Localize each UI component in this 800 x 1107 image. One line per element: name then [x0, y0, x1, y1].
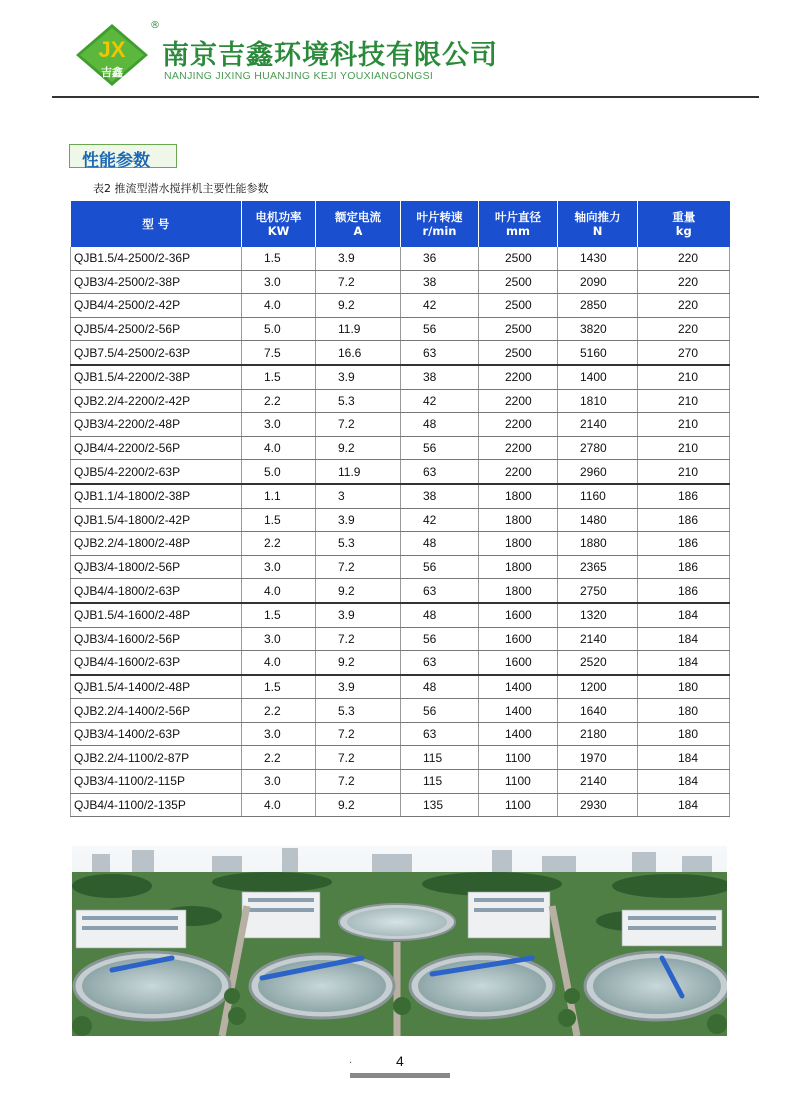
value-cell: 115	[401, 746, 479, 770]
value-cell: 3.0	[242, 770, 316, 794]
column-header	[316, 201, 401, 247]
value-cell: 48	[401, 603, 479, 627]
value-cell: 56	[401, 699, 479, 723]
value-cell: 56	[401, 436, 479, 460]
model-cell: QJB3/4-1800/2-56P	[71, 555, 242, 579]
value-cell: 1320	[558, 603, 638, 627]
model-cell: QJB2.2/4-1100/2-87P	[71, 746, 242, 770]
value-cell: 1800	[479, 532, 558, 556]
value-cell: 1.5	[242, 675, 316, 699]
value-cell: 184	[638, 651, 730, 675]
page-dot: ·	[349, 1058, 353, 1069]
value-cell: 1640	[558, 699, 638, 723]
table-row	[71, 603, 730, 627]
value-cell: 2.2	[242, 699, 316, 723]
value-cell: 5.3	[316, 389, 401, 413]
value-cell: 36	[401, 247, 479, 270]
model-cell: QJB4/4-1600/2-63P	[71, 651, 242, 675]
value-cell: 2200	[479, 413, 558, 437]
value-cell: 180	[638, 722, 730, 746]
value-cell: 184	[638, 746, 730, 770]
value-cell: 115	[401, 770, 479, 794]
model-cell: QJB5/4-2500/2-56P	[71, 317, 242, 341]
model-cell: QJB1.5/4-1400/2-48P	[71, 675, 242, 699]
column-header	[242, 201, 316, 247]
value-cell: 7.2	[316, 627, 401, 651]
value-cell: 2500	[479, 341, 558, 365]
value-cell: 63	[401, 579, 479, 603]
performance-table	[70, 201, 730, 817]
value-cell: 4.0	[242, 436, 316, 460]
value-cell: 1.5	[242, 508, 316, 532]
value-cell: 186	[638, 508, 730, 532]
model-cell: QJB2.2/4-1800/2-48P	[71, 532, 242, 556]
model-cell: QJB5/4-2200/2-63P	[71, 460, 242, 484]
table-row	[71, 247, 730, 270]
logo-letters: JX	[98, 37, 126, 62]
table-caption: 表2 推流型潜水搅拌机主要性能参数	[93, 182, 269, 195]
value-cell: 2200	[479, 460, 558, 484]
column-header	[479, 201, 558, 247]
value-cell: 3820	[558, 317, 638, 341]
value-cell: 2.2	[242, 532, 316, 556]
value-cell: 11.9	[316, 317, 401, 341]
column-header-unit: N	[592, 224, 603, 238]
value-cell: 1600	[479, 651, 558, 675]
plant-photo	[72, 846, 727, 1036]
value-cell: 3.0	[242, 722, 316, 746]
column-header-title: 轴向推力	[574, 210, 621, 224]
column-header-unit: kg	[675, 224, 692, 238]
section-tag	[69, 144, 177, 171]
value-cell: 184	[638, 770, 730, 794]
column-header-title: 额定电流	[335, 210, 381, 224]
value-cell: 135	[401, 793, 479, 817]
value-cell: 63	[401, 651, 479, 675]
table-row	[71, 651, 730, 675]
value-cell: 220	[638, 247, 730, 270]
value-cell: 16.6	[316, 341, 401, 365]
value-cell: 5.0	[242, 317, 316, 341]
logo-emblem-icon	[72, 22, 152, 88]
table-row	[71, 389, 730, 413]
value-cell: 220	[638, 270, 730, 294]
value-cell: 3	[316, 484, 401, 508]
table-row	[71, 484, 730, 508]
value-cell: 184	[638, 627, 730, 651]
value-cell: 1800	[479, 579, 558, 603]
value-cell: 3.9	[316, 675, 401, 699]
model-cell: QJB3/4-1100/2-115P	[71, 770, 242, 794]
page-number-bar	[350, 1073, 450, 1078]
value-cell: 184	[638, 793, 730, 817]
model-cell: QJB3/4-1600/2-56P	[71, 627, 242, 651]
value-cell: 3.0	[242, 270, 316, 294]
value-cell: 48	[401, 413, 479, 437]
value-cell: 1810	[558, 389, 638, 413]
value-cell: 210	[638, 413, 730, 437]
value-cell: 7.2	[316, 270, 401, 294]
value-cell: 5.3	[316, 699, 401, 723]
value-cell: 9.2	[316, 651, 401, 675]
table-row	[71, 722, 730, 746]
value-cell: 4.0	[242, 579, 316, 603]
table-row	[71, 793, 730, 817]
value-cell: 38	[401, 484, 479, 508]
value-cell: 2750	[558, 579, 638, 603]
value-cell: 210	[638, 389, 730, 413]
value-cell: 3.9	[316, 247, 401, 270]
value-cell: 1970	[558, 746, 638, 770]
model-cell: QJB2.2/4-2200/2-42P	[71, 389, 242, 413]
table-row	[71, 317, 730, 341]
table-row	[71, 699, 730, 723]
value-cell: 1600	[479, 627, 558, 651]
value-cell: 1.5	[242, 603, 316, 627]
column-header	[71, 201, 242, 247]
table-row	[71, 436, 730, 460]
column-header-title: 重量	[672, 210, 696, 224]
value-cell: 1400	[479, 675, 558, 699]
page-number: 4	[396, 1053, 404, 1069]
section-tag-label: 性能参数	[82, 151, 150, 171]
value-cell: 2.2	[242, 389, 316, 413]
value-cell: 48	[401, 532, 479, 556]
table-row	[71, 532, 730, 556]
value-cell: 3.9	[316, 603, 401, 627]
column-header-title: 叶片直径	[495, 210, 541, 224]
value-cell: 3.9	[316, 508, 401, 532]
value-cell: 2500	[479, 247, 558, 270]
table-body	[71, 247, 730, 817]
value-cell: 7.2	[316, 770, 401, 794]
value-cell: 2500	[479, 294, 558, 318]
value-cell: 2500	[479, 270, 558, 294]
value-cell: 1800	[479, 508, 558, 532]
value-cell: 1880	[558, 532, 638, 556]
model-cell: QJB4/4-2500/2-42P	[71, 294, 242, 318]
value-cell: 2140	[558, 770, 638, 794]
value-cell: 2850	[558, 294, 638, 318]
value-cell: 2140	[558, 627, 638, 651]
value-cell: 210	[638, 436, 730, 460]
model-cell: QJB3/4-2500/2-38P	[71, 270, 242, 294]
value-cell: 1.1	[242, 484, 316, 508]
table-row	[71, 746, 730, 770]
treatment-plant-image	[72, 846, 727, 1036]
value-cell: 9.2	[316, 793, 401, 817]
value-cell: 1600	[479, 603, 558, 627]
value-cell: 63	[401, 460, 479, 484]
model-cell: QJB1.5/4-2500/2-36P	[71, 247, 242, 270]
column-header-unit: mm	[506, 224, 530, 238]
page-header	[0, 0, 800, 100]
column-header	[558, 201, 638, 247]
value-cell: 1100	[479, 770, 558, 794]
value-cell: 2.2	[242, 746, 316, 770]
value-cell: 2500	[479, 317, 558, 341]
value-cell: 2200	[479, 436, 558, 460]
value-cell: 56	[401, 627, 479, 651]
model-cell: QJB4/4-2200/2-56P	[71, 436, 242, 460]
value-cell: 7.2	[316, 746, 401, 770]
model-cell: QJB2.2/4-1400/2-56P	[71, 699, 242, 723]
value-cell: 1400	[479, 699, 558, 723]
value-cell: 42	[401, 294, 479, 318]
value-cell: 1.5	[242, 247, 316, 270]
company-name-en: NANJING JIXING HUANJING KEJI YOUXIANGONGSI	[164, 70, 434, 82]
model-cell: QJB4/4-1100/2-135P	[71, 793, 242, 817]
value-cell: 2930	[558, 793, 638, 817]
model-cell: QJB3/4-1400/2-63P	[71, 722, 242, 746]
value-cell: 9.2	[316, 294, 401, 318]
value-cell: 48	[401, 675, 479, 699]
column-header-title: 型 号	[142, 217, 170, 231]
value-cell: 9.2	[316, 579, 401, 603]
value-cell: 270	[638, 341, 730, 365]
value-cell: 3.0	[242, 627, 316, 651]
model-cell: QJB7.5/4-2500/2-63P	[71, 341, 242, 365]
value-cell: 1430	[558, 247, 638, 270]
value-cell: 4.0	[242, 793, 316, 817]
model-cell: QJB4/4-1800/2-63P	[71, 579, 242, 603]
value-cell: 4.0	[242, 294, 316, 318]
table-row	[71, 555, 730, 579]
value-cell: 210	[638, 460, 730, 484]
column-header-unit: KW	[267, 224, 290, 238]
table-row	[71, 508, 730, 532]
value-cell: 1480	[558, 508, 638, 532]
value-cell: 1.5	[242, 365, 316, 389]
value-cell: 63	[401, 722, 479, 746]
value-cell: 180	[638, 675, 730, 699]
value-cell: 2365	[558, 555, 638, 579]
value-cell: 2180	[558, 722, 638, 746]
column-header-title: 叶片转速	[416, 210, 463, 224]
table-row	[71, 413, 730, 437]
table-row	[71, 627, 730, 651]
value-cell: 1800	[479, 484, 558, 508]
value-cell: 2090	[558, 270, 638, 294]
table-row	[71, 270, 730, 294]
value-cell: 5160	[558, 341, 638, 365]
value-cell: 38	[401, 365, 479, 389]
value-cell: 7.2	[316, 555, 401, 579]
value-cell: 2780	[558, 436, 638, 460]
column-header-title: 电机功率	[255, 210, 302, 224]
column-header	[401, 201, 479, 247]
value-cell: 5.3	[316, 532, 401, 556]
table-row	[71, 460, 730, 484]
header-divider	[52, 96, 759, 98]
value-cell: 3.0	[242, 413, 316, 437]
value-cell: 56	[401, 317, 479, 341]
value-cell: 1100	[479, 793, 558, 817]
table-row	[71, 365, 730, 389]
value-cell: 5.0	[242, 460, 316, 484]
value-cell: 9.2	[316, 436, 401, 460]
value-cell: 2960	[558, 460, 638, 484]
value-cell: 2200	[479, 365, 558, 389]
registered-mark: ®	[150, 20, 160, 31]
table-row	[71, 341, 730, 365]
table-row	[71, 579, 730, 603]
logo-chinese: 吉鑫	[101, 66, 123, 79]
value-cell: 42	[401, 389, 479, 413]
company-logo	[72, 22, 152, 88]
table-row	[71, 294, 730, 318]
model-cell: QJB1.5/4-2200/2-38P	[71, 365, 242, 389]
value-cell: 186	[638, 484, 730, 508]
value-cell: 180	[638, 699, 730, 723]
table-row	[71, 770, 730, 794]
table-row	[71, 675, 730, 699]
value-cell: 38	[401, 270, 479, 294]
column-header-unit: r/min	[422, 224, 457, 238]
value-cell: 7.5	[242, 341, 316, 365]
value-cell: 1800	[479, 555, 558, 579]
value-cell: 186	[638, 555, 730, 579]
value-cell: 184	[638, 603, 730, 627]
value-cell: 3.0	[242, 555, 316, 579]
value-cell: 2200	[479, 389, 558, 413]
value-cell: 7.2	[316, 413, 401, 437]
value-cell: 210	[638, 365, 730, 389]
value-cell: 1200	[558, 675, 638, 699]
value-cell: 186	[638, 579, 730, 603]
value-cell: 2140	[558, 413, 638, 437]
value-cell: 4.0	[242, 651, 316, 675]
value-cell: 1160	[558, 484, 638, 508]
value-cell: 220	[638, 294, 730, 318]
column-header	[638, 201, 730, 247]
model-cell: QJB1.1/4-1800/2-38P	[71, 484, 242, 508]
value-cell: 42	[401, 508, 479, 532]
value-cell: 1100	[479, 746, 558, 770]
value-cell: 56	[401, 555, 479, 579]
model-cell: QJB3/4-2200/2-48P	[71, 413, 242, 437]
value-cell: 2520	[558, 651, 638, 675]
value-cell: 7.2	[316, 722, 401, 746]
value-cell: 63	[401, 341, 479, 365]
value-cell: 220	[638, 317, 730, 341]
value-cell: 1400	[558, 365, 638, 389]
value-cell: 186	[638, 532, 730, 556]
company-name-cn: 南京吉鑫环境科技有限公司	[162, 40, 498, 71]
model-cell: QJB1.5/4-1800/2-42P	[71, 508, 242, 532]
value-cell: 11.9	[316, 460, 401, 484]
value-cell: 3.9	[316, 365, 401, 389]
table-header-row	[71, 201, 730, 247]
column-header-unit: A	[353, 224, 363, 238]
model-cell: QJB1.5/4-1600/2-48P	[71, 603, 242, 627]
value-cell: 1400	[479, 722, 558, 746]
